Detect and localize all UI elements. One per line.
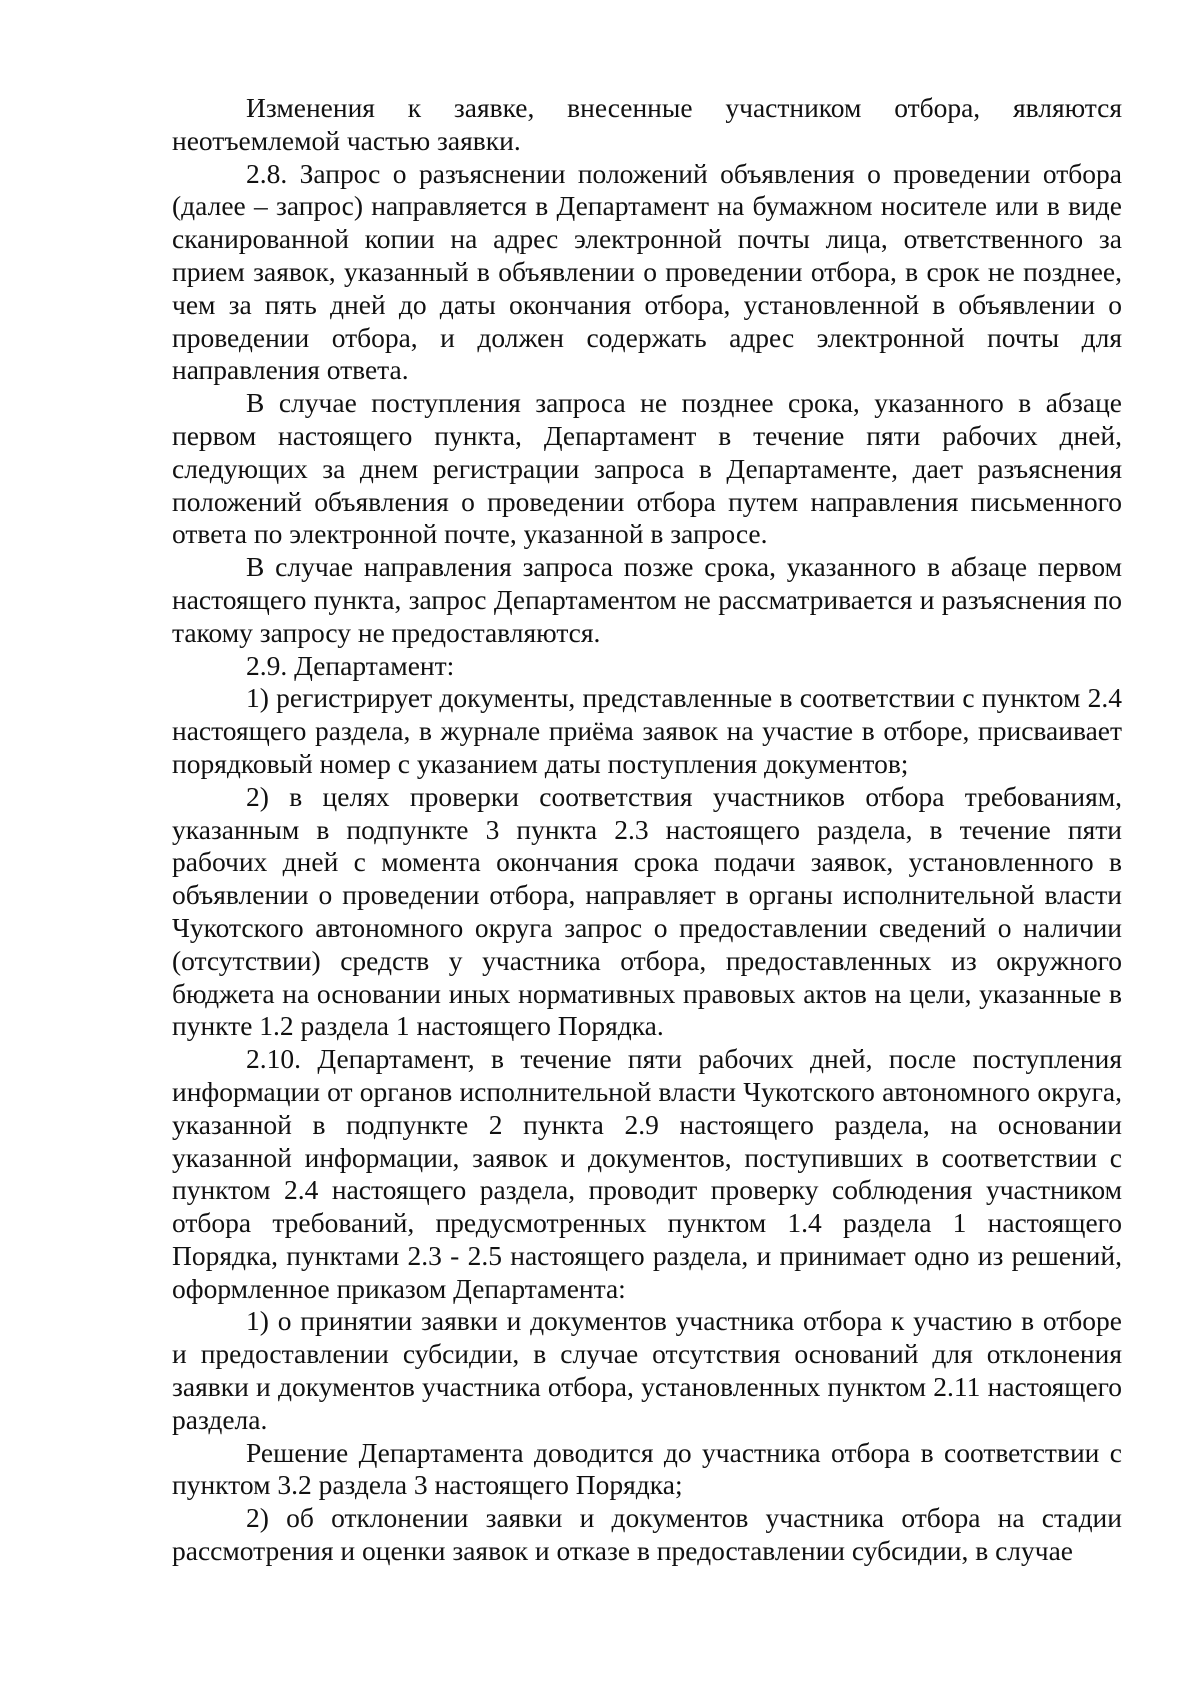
document-page <box>172 92 1122 1568</box>
paragraph-2-10: 2.10. Департамент, в течение пяти рабочих дней, после поступления информации от органов исполнительной власти Чукотского автономного округа, указанной в подпункте 2 пункта 2.9 настоящего раздела, на основании указанной информации, заявок и документов, поступивших в соответствии с пунктом 2.4 настоящего раздела, проводит проверку соблюдения участником отбора требований, предусмотренных пунктом 1.4 раздела 1 настоящего Порядка, пунктами 2.3 - 2.5 настоящего раздела, и принимает одно из решений, оформленное приказом Департамента: <box>172 1043 1122 1304</box>
paragraph-2-8-timely-response: В случае поступления запроса не позднее срока, указанного в абзаце первом настоящего пункта, Департамент в течение пяти рабочих дней, следующих за днем регистрации запроса в Департаменте, дает разъяснения положений объявления о проведении отбора путем направления письменного ответа по электронной почте, указанной в запросе. <box>172 387 1122 550</box>
paragraph-2-10-item-1: 1) о принятии заявки и документов участника отбора к участию в отборе и предоставлении субсидии, в случае отсутствия оснований для отклонения заявки и документов участника отбора, установленных пунктом 2.11 настоящего раздела. <box>172 1305 1122 1435</box>
paragraph-2-10-item-2: 2) об отклонении заявки и документов участника отбора на стадии рассмотрения и оценки заявок и отказе в предоставлении субсидии, в случае <box>172 1502 1122 1567</box>
paragraph-2-8-late-inquiry: В случае направления запроса позже срока, указанного в абзаце первом настоящего пункта, запрос Департаментом не рассматривается и разъяснения по такому запросу не предоставляются. <box>172 551 1122 648</box>
paragraph-2-9-heading: 2.9. Департамент: <box>246 649 455 681</box>
paragraph-amendments: Изменения к заявке, внесенные участником отбора, являются неотъемлемой частью заявки. <box>172 92 1122 156</box>
paragraph-2-9-item-1: 1) регистрирует документы, представленные в соответствии с пунктом 2.4 настоящего раздела, в журнале приёма заявок на участие в отборе, присваивает порядковый номер с указанием даты поступления документов; <box>172 682 1122 779</box>
paragraph-2-10-decision: Решение Департамента доводится до участника отбора в соответствии с пунктом 3.2 раздела 3 настоящего Порядка; <box>172 1436 1122 1501</box>
paragraph-2-8-inquiry: 2.8. Запрос о разъяснении положений объявления о проведении отбора (далее – запрос) направляется в Департамент на бумажном носителе или в виде сканированной копии на адрес электронной почты лица, ответственного за прием заявок, указанный в объявлении о проведении отбора, в срок не позднее, чем за пять дней до даты окончания отбора, установленной в объявлении о проведении отбора, и должен содержать адрес электронной почты для направления ответа. <box>172 157 1122 386</box>
paragraph-2-9-item-2: 2) в целях проверки соответствия участников отбора требованиям, указанным в подпункте 3 пункта 2.3 настоящего раздела, в течение пяти рабочих дней с момента окончания срока подачи заявок, установленного в объявлении о проведении отбора, направляет в органы исполнительной власти Чукотского автономного округа запрос о предоставлении сведений о наличии (отсутствии) средств у участника отбора, предоставленных из окружного бюджета на основании иных нормативных правовых актов на цели, указанные в пункте 1.2 раздела 1 настоящего Порядка. <box>172 780 1122 1042</box>
